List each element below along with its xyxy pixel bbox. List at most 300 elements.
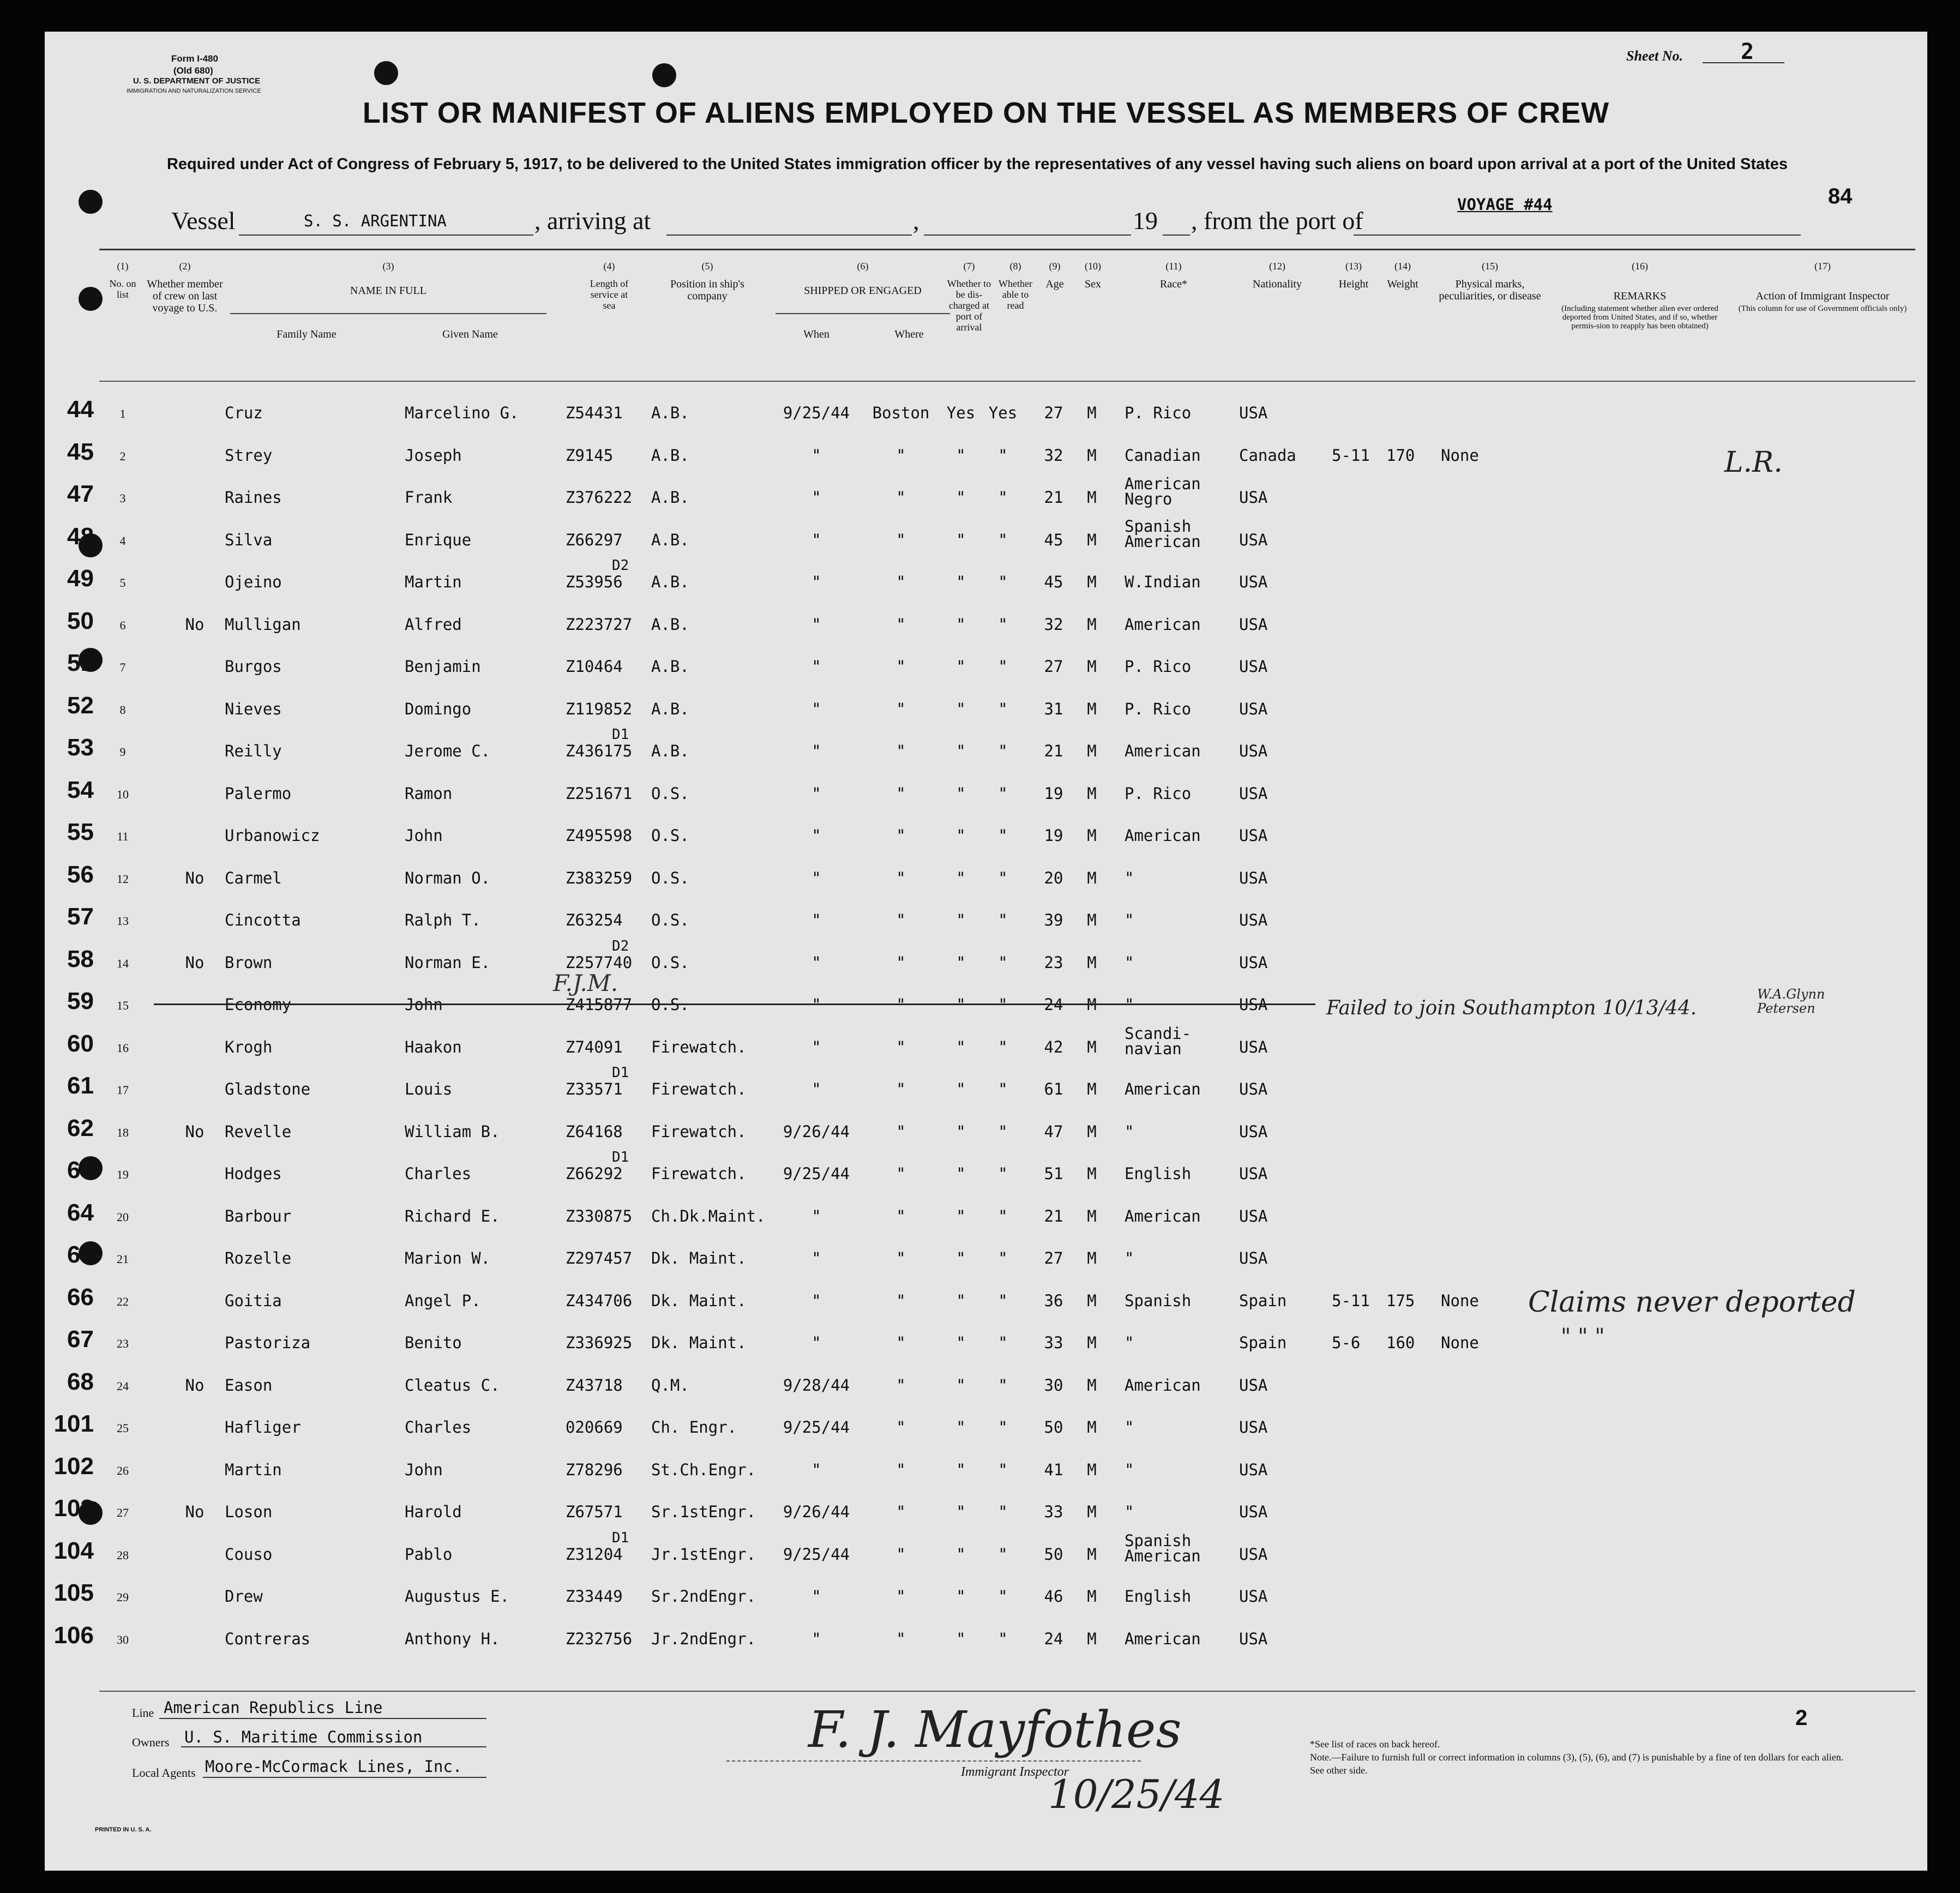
cell-nationality: USA (1239, 1206, 1268, 1225)
cell-when: " (811, 615, 821, 634)
cell-race: Spanish (1125, 1291, 1192, 1310)
cell-discharge: " (956, 1503, 966, 1521)
cell-race: Scandi- navian (1125, 1024, 1192, 1058)
strikeout-line (154, 1003, 1315, 1005)
column-header: Physical marks, peculiarities, or disease (1439, 278, 1541, 302)
cell-discharge: " (956, 1037, 966, 1056)
year-label: 19 (1133, 207, 1158, 235)
cell-given: Marcelino G. (405, 404, 519, 422)
cell-seq: 24 (117, 1379, 129, 1393)
cell-read: " (998, 1122, 1008, 1141)
cell-discharge: " (956, 911, 966, 929)
cell-given: Alfred (405, 615, 462, 634)
column-number: (15) (1482, 261, 1498, 272)
cell-seq: 15 (117, 999, 129, 1012)
cell-family: Palermo (225, 784, 292, 803)
cell-discharge: " (956, 530, 966, 549)
cell-given: Charles (405, 1164, 472, 1183)
cell-service: Z33571 (566, 1080, 623, 1098)
cell-family: Brown (225, 953, 273, 972)
cell-service: Z74091 (566, 1037, 623, 1056)
cell-sex: M (1087, 742, 1097, 760)
cell-family: Gladstone (225, 1080, 311, 1098)
cell-family: Contreras (225, 1629, 311, 1648)
cell-age: 61 (1044, 1080, 1063, 1098)
cell-sex: M (1087, 1291, 1097, 1310)
column-header: Whether able to read (999, 278, 1032, 311)
cell-race: " (1125, 911, 1134, 929)
cell-read: " (998, 1629, 1008, 1648)
cell-age: 36 (1044, 1291, 1063, 1310)
cell-family: Hodges (225, 1164, 282, 1183)
cell-when: " (811, 446, 821, 465)
cell-nationality: USA (1239, 530, 1268, 549)
cell-position: A.B. (651, 446, 689, 465)
cell-sex: M (1087, 404, 1097, 422)
cell-weight: 160 (1386, 1333, 1415, 1352)
cell-read: " (998, 995, 1008, 1014)
cell-nationality: USA (1239, 826, 1268, 845)
cell-when: " (811, 953, 821, 972)
cell-read: " (998, 699, 1008, 718)
cell-race: American (1125, 1080, 1201, 1098)
cell-family: Nieves (225, 699, 282, 718)
cell-service: Z434706 (566, 1291, 633, 1310)
column-header: Sex (1085, 278, 1101, 290)
cell-nationality: USA (1239, 699, 1268, 718)
cell-when: " (811, 1460, 821, 1479)
cell-when: " (811, 488, 821, 507)
cell-seq: 29 (117, 1590, 129, 1604)
cell-nationality: USA (1239, 1460, 1268, 1479)
cell-when: " (811, 1249, 821, 1267)
arriving-label: , arriving at (534, 207, 651, 235)
cell-discharge: Yes (946, 404, 976, 422)
cell-race: W.Indian (1125, 573, 1201, 591)
cell-where: " (896, 1545, 906, 1564)
cell-sex: M (1087, 995, 1097, 1014)
cell-when: 9/26/44 (783, 1503, 850, 1521)
cell-marks: None (1441, 446, 1479, 465)
cell-service: Z43718 (566, 1375, 623, 1395)
stamped-row-number: 52 (67, 692, 94, 719)
cell-where: " (896, 1418, 906, 1437)
cell-family: Reilly (225, 742, 282, 760)
cell-age: 45 (1044, 573, 1063, 591)
cell-weight: 175 (1386, 1291, 1415, 1310)
cell-nationality: USA (1239, 1375, 1268, 1395)
cell-discharge: " (956, 784, 966, 803)
cell-family: Mulligan (225, 615, 301, 634)
cell-sex: M (1087, 1249, 1097, 1267)
cell-sex: M (1087, 1122, 1097, 1141)
stamped-row-number: 67 (67, 1326, 94, 1353)
column-note: (This column for use of Government officials only) (1738, 304, 1907, 313)
cell-read: " (998, 1291, 1008, 1310)
cell-read: " (998, 742, 1008, 760)
cell-age: 39 (1044, 911, 1063, 929)
cell-read: " (998, 1080, 1008, 1098)
cell-given: Benjamin (405, 657, 481, 676)
cell-age: 30 (1044, 1375, 1063, 1395)
cell-when: " (811, 784, 821, 803)
page-title: LIST OR MANIFEST OF ALIENS EMPLOYED ON THE VESSEL AS MEMBERS OF CREW (362, 97, 1610, 129)
cell-where: " (896, 784, 906, 803)
cell-when: " (811, 1291, 821, 1310)
column-subheader: Family Name (276, 328, 336, 340)
cell-when: " (811, 826, 821, 845)
cell-sex: M (1087, 1503, 1097, 1521)
cell-when: " (811, 995, 821, 1014)
cell-sex: M (1087, 699, 1097, 718)
inspector-signature: F. J. Mayfothes (808, 1700, 1182, 1759)
cell-age: 32 (1044, 446, 1063, 465)
cell-nationality: USA (1239, 1418, 1268, 1437)
service-note: D1 (612, 726, 629, 743)
stamped-row-number: 53 (67, 734, 94, 761)
cell-service: Z297457 (566, 1249, 633, 1267)
cell-service: Z33449 (566, 1587, 623, 1606)
cell-position: O.S. (651, 953, 689, 972)
cell-race: American (1125, 742, 1201, 760)
cell-family: Rozelle (225, 1249, 292, 1267)
cell-prev: No (185, 1503, 205, 1521)
voyage-number: VOYAGE #44 (1457, 195, 1553, 214)
cell-given: Louis (405, 1080, 453, 1098)
cell-discharge: " (956, 742, 966, 760)
cell-position: O.S. (651, 995, 689, 1014)
cell-race: American (1125, 1629, 1201, 1648)
cell-where: " (896, 615, 906, 634)
cell-age: 27 (1044, 657, 1063, 676)
service-note: D2 (612, 557, 629, 574)
cell-sex: M (1087, 1080, 1097, 1098)
cell-position: A.B. (651, 615, 689, 634)
cell-sex: M (1087, 657, 1097, 676)
cell-position: St.Ch.Engr. (651, 1460, 756, 1479)
cell-discharge: " (956, 1333, 966, 1352)
stamped-row-number: 61 (67, 1072, 94, 1099)
cell-service: Z330875 (566, 1206, 633, 1225)
cell-service: 020669 (566, 1418, 623, 1437)
cell-nationality: USA (1239, 911, 1268, 929)
cell-race: American (1125, 1375, 1201, 1395)
cell-race: Canadian (1125, 446, 1201, 465)
cell-age: 45 (1044, 530, 1063, 549)
cell-age: 47 (1044, 1122, 1063, 1141)
cell-family: Ojeino (225, 573, 282, 591)
cell-race: " (1125, 953, 1134, 972)
cell-given: Martin (405, 573, 462, 591)
cell-when: " (811, 1080, 821, 1098)
cell-discharge: " (956, 1375, 966, 1395)
cell-discharge: " (956, 995, 966, 1014)
cell-read: " (998, 1587, 1008, 1606)
cell-family: Cincotta (225, 911, 301, 929)
cell-discharge: " (956, 488, 966, 507)
cell-seq: 23 (117, 1337, 129, 1350)
cell-age: 27 (1044, 404, 1063, 422)
cell-family: Loson (225, 1503, 273, 1521)
cell-position: Ch. Engr. (651, 1418, 737, 1437)
column-number: (17) (1814, 261, 1831, 272)
cell-read: " (998, 657, 1008, 676)
cell-family: Drew (225, 1587, 263, 1606)
cell-race: " (1125, 1418, 1134, 1437)
cell-nationality: USA (1239, 404, 1268, 422)
cell-position: Sr.2ndEngr. (651, 1587, 756, 1606)
cell-given: Harold (405, 1503, 462, 1521)
cell-position: A.B. (651, 488, 689, 507)
owners-label: Owners (132, 1735, 170, 1749)
column-header: Weight (1387, 278, 1418, 290)
cell-read: " (998, 953, 1008, 972)
cell-nationality: USA (1239, 953, 1268, 972)
stamped-row-number: 63 (67, 1157, 94, 1183)
cell-sex: M (1087, 1333, 1097, 1352)
cell-seq: 6 (119, 618, 126, 632)
form-number: Form I-480 (171, 53, 218, 64)
cell-discharge: " (956, 699, 966, 718)
cell-service: Z78296 (566, 1460, 623, 1479)
cell-family: Goitia (225, 1291, 282, 1310)
cell-where: " (896, 1333, 906, 1352)
cell-seq: 8 (119, 702, 126, 717)
cell-nationality: USA (1239, 1122, 1268, 1141)
column-number: (6) (857, 261, 869, 272)
column-header: SHIPPED OR ENGAGED (804, 285, 922, 297)
column-header: Length of service at sea (590, 278, 629, 311)
column-header: Position in ship's company (670, 278, 744, 302)
service-note: D1 (612, 1065, 629, 1081)
cell-read: " (998, 573, 1008, 591)
column-header: Whether to be dis-charged at port of arrival (947, 278, 991, 333)
column-number: (7) (963, 261, 975, 272)
stamped-row-number: 64 (67, 1199, 94, 1226)
column-subheader: Given Name (442, 328, 498, 340)
agents-value: Moore-McCormack Lines, Inc. (205, 1757, 462, 1776)
cell-where: " (896, 1629, 906, 1648)
cell-read: " (998, 446, 1008, 465)
cell-position: Firewatch. (651, 1164, 747, 1183)
cell-service: Z383259 (566, 868, 633, 887)
cell-nationality: USA (1239, 1545, 1268, 1564)
cell-when: " (811, 530, 821, 549)
cell-position: Dk. Maint. (651, 1291, 747, 1310)
cell-sex: M (1087, 1460, 1097, 1479)
cell-family: Strey (225, 446, 273, 465)
cell-service: Z54431 (566, 404, 623, 422)
cell-family: Raines (225, 488, 282, 507)
stamped-row-number: 50 (67, 607, 94, 634)
cell-service: Z436175 (566, 742, 633, 760)
cell-race: " (1125, 1122, 1134, 1141)
service-note: D1 (612, 1149, 629, 1165)
cell-nationality: USA (1239, 868, 1268, 887)
column-header: Height (1338, 278, 1369, 290)
cell-nationality: USA (1239, 488, 1268, 507)
cell-when: 9/25/44 (783, 1545, 850, 1564)
cell-marks: None (1441, 1333, 1479, 1352)
cell-where: " (896, 1291, 906, 1310)
cell-seq: 26 (117, 1463, 129, 1477)
cell-when: " (811, 1587, 821, 1606)
cell-position: Firewatch. (651, 1080, 747, 1098)
column-header: Nationality (1253, 278, 1302, 290)
cell-sex: M (1087, 530, 1097, 549)
cell-race: " (1125, 995, 1134, 1014)
cell-sex: M (1087, 615, 1097, 634)
cell-discharge: " (956, 1460, 966, 1479)
cell-service: Z376222 (566, 488, 633, 507)
requirement-text: Required under Act of Congress of February 5, 1917, to be delivered to the United States immigration officer by the representatives of any vessel having such aliens on board upon arrival at a port of the United States (166, 155, 1788, 173)
cell-race: " (1125, 868, 1134, 887)
cell-nationality: USA (1239, 1249, 1268, 1267)
cell-family: Revelle (225, 1122, 292, 1141)
stamped-row-number: 48 (67, 522, 94, 550)
cell-given: Charles (405, 1418, 472, 1437)
cell-sex: M (1087, 784, 1097, 803)
cell-given: Ralph T. (405, 911, 481, 929)
cell-height: 5-6 (1332, 1333, 1361, 1352)
column-number: (5) (701, 261, 713, 272)
cell-family: Martin (225, 1460, 282, 1479)
cell-family: Hafliger (225, 1418, 301, 1437)
column-number: (3) (382, 261, 394, 272)
agents-label: Local Agents (132, 1766, 196, 1780)
cell-position: Sr.1stEngr. (651, 1503, 756, 1521)
cell-service: Z251671 (566, 784, 633, 803)
cell-when: " (811, 699, 821, 718)
cell-position: Ch.Dk.Maint. (651, 1206, 766, 1225)
cell-sex: M (1087, 446, 1097, 465)
cell-seq: 3 (119, 491, 126, 505)
cell-position: Firewatch. (651, 1122, 747, 1141)
cell-nationality: USA (1239, 1629, 1268, 1648)
cell-age: 23 (1044, 953, 1063, 972)
inspector-initials: L.R. (1724, 446, 1783, 479)
cell-when: " (811, 1333, 821, 1352)
cell-given: Frank (405, 488, 453, 507)
cell-given: John (405, 995, 443, 1014)
cell-position: O.S. (651, 784, 689, 803)
cell-family: Barbour (225, 1206, 292, 1225)
column-header: Age (1045, 278, 1064, 290)
cell-position: Jr.1stEngr. (651, 1545, 756, 1564)
cell-when: " (811, 1037, 821, 1056)
sheet-no-value: 2 (1741, 39, 1754, 64)
cell-sex: M (1087, 826, 1097, 845)
form-old-number: (Old 680) (173, 65, 213, 76)
cell-where: " (896, 953, 906, 972)
cell-service: Z67571 (566, 1503, 623, 1521)
cell-prev: No (185, 615, 205, 634)
vessel-name: S. S. ARGENTINA (304, 212, 447, 230)
signature-date: 10/25/44 (1048, 1771, 1225, 1817)
cell-race: " (1125, 1333, 1134, 1352)
stamped-row-number: 106 (53, 1621, 94, 1649)
cell-where: " (896, 868, 906, 887)
cell-service: Z336925 (566, 1333, 633, 1352)
cell-marks: None (1441, 1291, 1479, 1310)
punch-hole (79, 287, 103, 311)
cell-nationality: USA (1239, 995, 1268, 1014)
cell-read: " (998, 911, 1008, 929)
cell-seq: 7 (119, 660, 126, 674)
cell-race: Spanish American (1125, 516, 1201, 551)
cell-read: " (998, 1164, 1008, 1183)
column-header: Race* (1160, 278, 1187, 290)
cell-discharge: " (956, 657, 966, 676)
column-header: No. on list (109, 278, 136, 300)
cell-position: A.B. (651, 742, 689, 760)
cell-seq: 13 (117, 914, 129, 928)
cell-service: Z10464 (566, 657, 623, 676)
cell-age: 21 (1044, 488, 1063, 507)
cell-given: Enrique (405, 530, 472, 549)
stamped-row-number: 104 (53, 1537, 94, 1564)
cell-read: " (998, 1418, 1008, 1437)
cell-read: " (998, 1460, 1008, 1479)
cell-given: Cleatus C. (405, 1375, 500, 1395)
cell-age: 27 (1044, 1249, 1063, 1267)
cell-service: Z415877 (566, 995, 633, 1014)
cell-read: " (998, 488, 1008, 507)
column-number: (12) (1269, 261, 1285, 272)
cell-race: American (1125, 826, 1201, 845)
cell-when: " (811, 868, 821, 887)
cell-where: " (896, 742, 906, 760)
cell-sex: M (1087, 1037, 1097, 1056)
cell-when: " (811, 911, 821, 929)
stamped-row-number: 60 (67, 1030, 94, 1057)
cell-where: " (896, 1503, 906, 1521)
strikeout-initials: F.J.M. (553, 970, 618, 996)
punch-hole (79, 190, 103, 214)
cell-sex: M (1087, 953, 1097, 972)
column-number: (14) (1394, 261, 1411, 272)
cell-given: Pablo (405, 1545, 453, 1564)
cell-position: O.S. (651, 868, 689, 887)
stamped-row-number: 54 (67, 776, 94, 803)
cell-family: Eason (225, 1375, 273, 1395)
cell-given: Ramon (405, 784, 453, 803)
cell-discharge: " (956, 1545, 966, 1564)
cell-age: 33 (1044, 1503, 1063, 1521)
cell-when: " (811, 573, 821, 591)
cell-age: 33 (1044, 1333, 1063, 1352)
stamped-row-number: 102 (53, 1452, 94, 1480)
cell-race: P. Rico (1125, 657, 1192, 676)
cell-age: 31 (1044, 699, 1063, 718)
cell-given: Jerome C. (405, 742, 491, 760)
column-number: (4) (603, 261, 615, 272)
cell-prev: No (185, 1375, 205, 1395)
cell-race: English (1125, 1164, 1192, 1183)
cell-service: Z223727 (566, 615, 633, 634)
cell-when: 9/28/44 (783, 1375, 850, 1395)
remark-failed-to-join: Failed to join Southampton 10/13/44. (1326, 997, 1697, 1019)
cell-given: Benito (405, 1333, 462, 1352)
cell-read: " (998, 826, 1008, 845)
cell-seq: 18 (117, 1125, 129, 1139)
stamped-row-number: 57 (67, 903, 94, 930)
cell-service: Z66292 (566, 1164, 623, 1183)
cell-discharge: " (956, 1587, 966, 1606)
cell-read: " (998, 1545, 1008, 1564)
cell-discharge: " (956, 573, 966, 591)
cell-prev: No (185, 953, 205, 972)
